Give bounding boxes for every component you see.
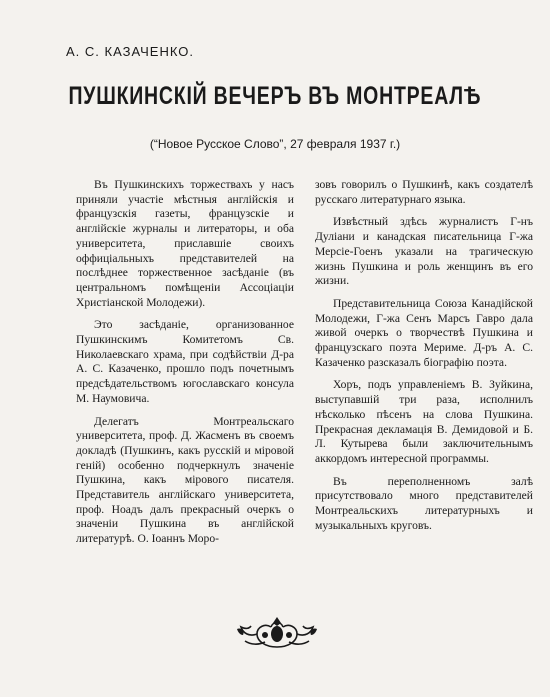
left-column	[76, 178, 294, 555]
right-column	[315, 178, 533, 541]
floral-vignette-icon	[235, 617, 319, 651]
author-name: А. С. КАЗАЧЕНКО.	[66, 44, 194, 59]
paragraph: Извѣстный здѣсь журналистъ Г-нъ Дулiани и канадская писательница Г-жа Мерсiе-Гоенъ указали на трагическую жизнь Пушкина и роль женщинъ въ его жизни.	[315, 215, 533, 288]
paragraph: Делегатъ Монтреальскаго университета, проф. Д. Жасменъ въ своемъ докладѣ (Пушкинъ, какъ русскiй и мiровой генiй) особенно подчеркнулъ значенiе Пушкина, какъ мiрового писателя. Представитель англiйскаго университета, проф. Ноадъ далъ прекрасный очеркъ о значенiи Пушкина въ англiйской литературѣ. О. Iоаннъ Моро-	[76, 414, 294, 546]
paragraph: Это засѣданiе, организованное Пушкинскимъ Комитетомъ Св. Николаевскаго храма, при содѣйствiи Д-ра А. С. Казаченко, прошло подъ почетнымъ предсѣдательствомъ югославскаго консула М. Наумовича.	[76, 318, 294, 405]
article-source: (“Новое Русское Слово”, 27 февраля 1937 г.)	[149, 137, 401, 151]
paragraph: Въ переполненномъ залѣ присутствовало много представителей Монтреальскихъ литературныхъ и музыкальныхъ круговъ.	[315, 474, 533, 532]
paragraph: Представительница Союза Канадiйской Молодежи, Г-жа Сенъ Марсъ Гавро дала живой очеркъ о творчествѣ Пушкина и французскаго поэта Мериме. Д-ръ А. С. Казаченко разсказалъ бiографiю поэта.	[315, 296, 533, 369]
article-title: ПУШКИНСКIЙ ВЕЧЕРЪ ВЪ МОНТРЕАЛѢ	[68, 82, 482, 110]
paragraph: Хоръ, подъ управленiемъ В. Зуйкина, выступавшiй три раза, исполнилъ нѣсколько пѣсенъ на слова Пушкина. Прекрасная декламацiя В. Демидовой и Б. Л. Кутырева были заключительнымъ аккордомъ интересной программы.	[315, 378, 533, 465]
paragraph: зовъ говорилъ о Пушкинѣ, какъ создателѣ русскаго литературнаго языка.	[315, 178, 533, 206]
paragraph: Въ Пушкинскихъ торжествахъ у насъ приняли участiе мѣстныя англiйскiя и французскiя газеты, французскiе и англiйскiе журналы и литераторы, и оба университета, приславшiе своихъ оффицiальныхъ представителей на послѣднее торжественное засѣданiе (въ центральномъ помѣщенiи Ассоцiацiи Христiанской Молодежи).	[76, 178, 294, 309]
